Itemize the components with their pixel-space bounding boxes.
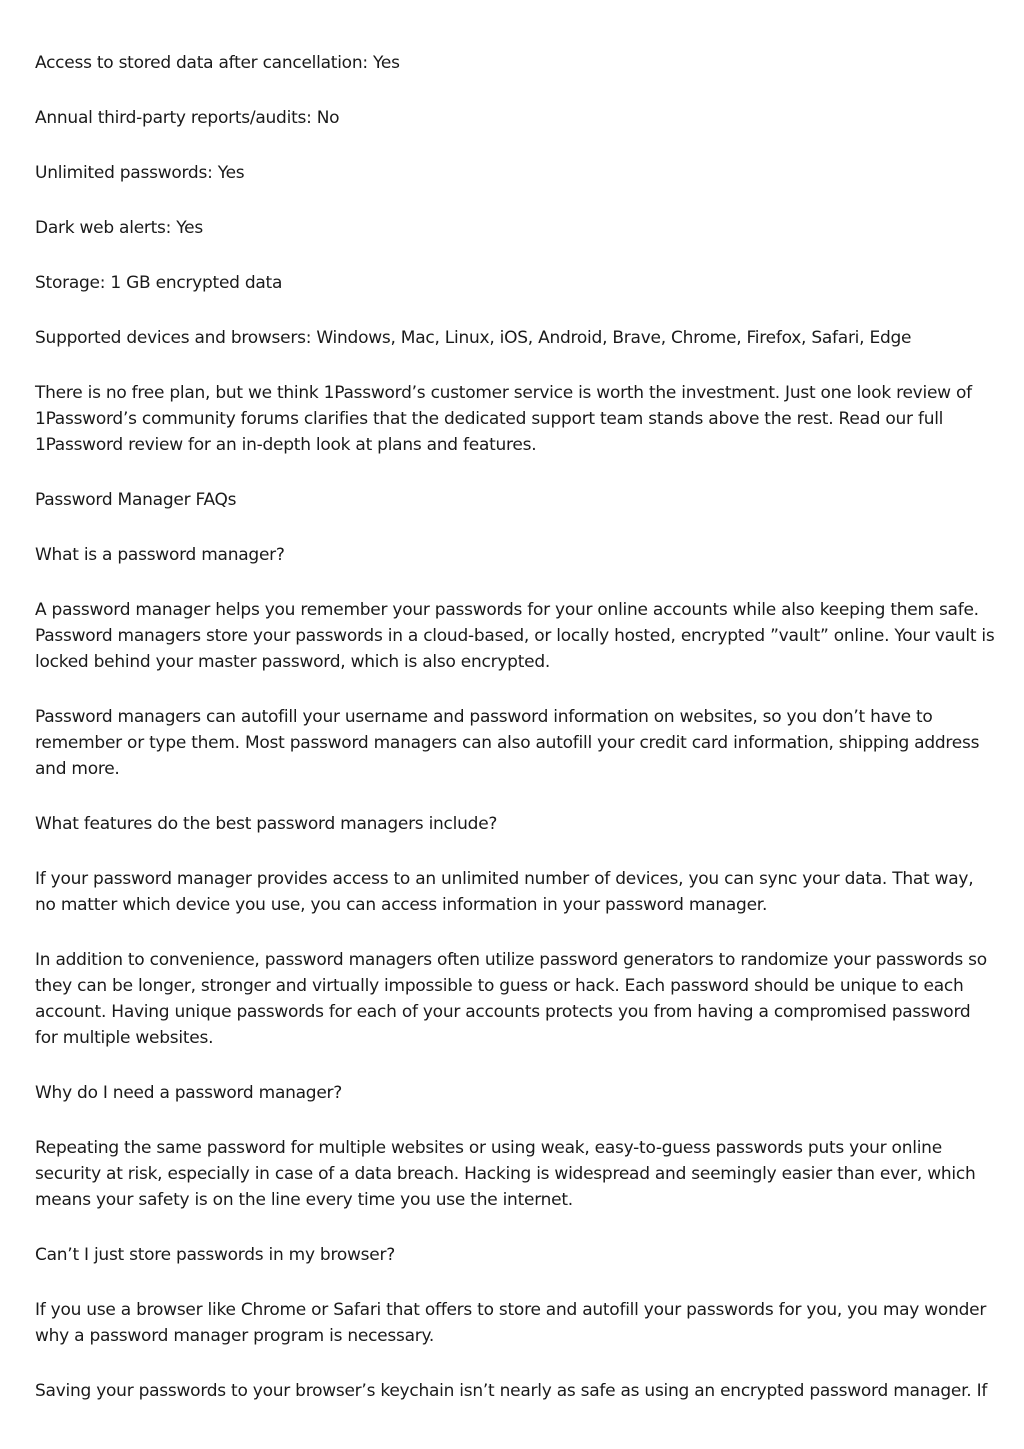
faq-answer-what-is-2: Password managers can autofill your username and password information on websites, so you don’t have to remember or type them. Most password managers can also autofill your credit card information, shipping address and more.: [35, 707, 980, 779]
spec-dark-web-alerts: Dark web alerts: Yes: [35, 218, 203, 238]
spec-supported-devices: Supported devices and browsers: Windows, Mac, Linux, iOS, Android, Brave, Chrome, Firefox, Safari, Edge: [35, 328, 912, 348]
faq-answer-features-1: If your password manager provides access to an unlimited number of devices, you can sync your data. That way, no matter which device you use, you can access information in your password manager.: [35, 869, 974, 915]
document-page: [35, 50, 995, 1433]
faq-question-why-need: Why do I need a password manager?: [35, 1083, 343, 1103]
faq-question-browser-storage: Can’t I just store passwords in my browser?: [35, 1245, 395, 1265]
faq-answer-features-2: In addition to convenience, password managers often utilize password generators to randomize your passwords so they can be longer, stronger and virtually impossible to guess or hack. Each password should be unique to each account. Having unique passwords for each of your accounts protects you from having a compromised password for multiple websites.: [35, 950, 987, 1048]
spec-stored-data-access: Access to stored data after cancellation: Yes: [35, 53, 400, 73]
faq-question-what-is: What is a password manager?: [35, 545, 285, 565]
paragraph-1password-summary: There is no free plan, but we think 1Password’s customer service is worth the investment. Just one look review of 1Password’s community forums clarifies that the dedicated support team stands above the rest. Read our full 1Password review for an in-depth look at plans and features.: [35, 383, 972, 455]
faq-question-features: What features do the best password managers include?: [35, 814, 498, 834]
faq-answer-what-is-1: A password manager helps you remember your passwords for your online accounts while also keeping them safe. Password managers store your passwords in a cloud-based, or locally hosted, encrypted ”vault” online. Your vault is locked behind your master password, which is also encrypted.: [35, 600, 995, 672]
spec-storage: Storage: 1 GB encrypted data: [35, 273, 283, 293]
spec-third-party-audits: Annual third-party reports/audits: No: [35, 108, 340, 128]
faq-answer-browser-storage-1: If you use a browser like Chrome or Safari that offers to store and autofill your passwords for you, you may wonder why a password manager program is necessary.: [35, 1300, 987, 1346]
faq-answer-browser-storage-2: Saving your passwords to your browser’s keychain isn’t nearly as safe as using an encrypted password manager. If: [35, 1381, 988, 1401]
spec-unlimited-passwords: Unlimited passwords: Yes: [35, 163, 245, 183]
section-heading-faqs: Password Manager FAQs: [35, 490, 237, 510]
faq-answer-why-need: Repeating the same password for multiple websites or using weak, easy-to-guess passwords puts your online security at risk, especially in case of a data breach. Hacking is widespread and seemingly easier than ever, which means your safety is on the line every time you use the internet.: [35, 1138, 976, 1210]
